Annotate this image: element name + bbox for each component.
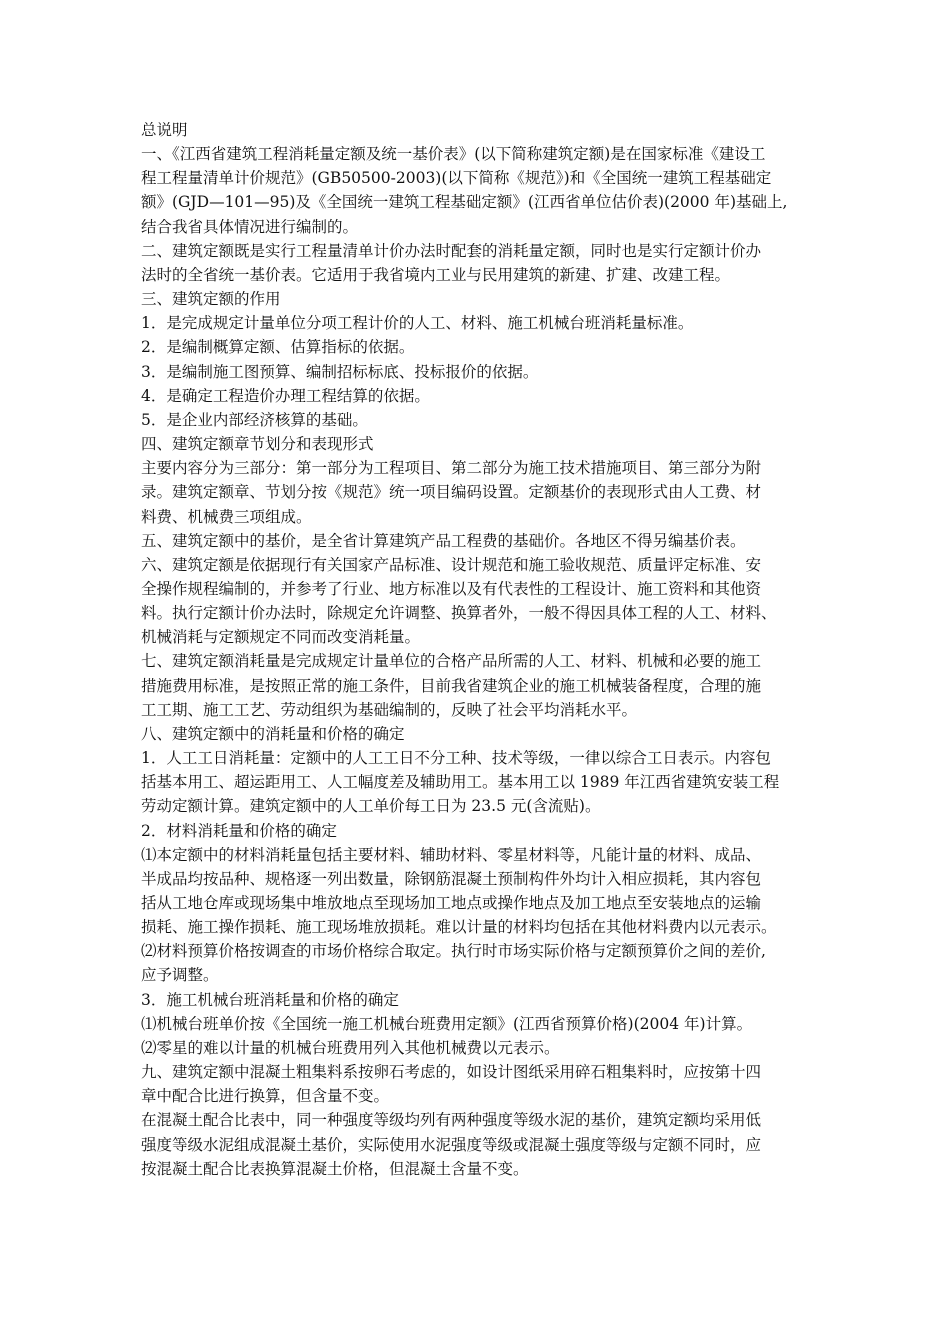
paragraph — [141, 722, 821, 746]
text-line: 工工期、施工工艺、劳动组织为基础编制的，反映了社会平均消耗水平。 — [141, 700, 638, 719]
paragraph — [141, 1036, 821, 1060]
text-line: 括从工地仓库或现场集中堆放地点至现场加工地点或操作地点及加工地点至安装地点的运输 — [141, 894, 762, 912]
text-line: 四、建筑定额章节划分和表现形式 — [141, 435, 374, 454]
text-line: 5．是企业内部经济核算的基础。 — [141, 410, 368, 429]
paragraph — [141, 239, 821, 287]
text-line: 五、建筑定额中的基价，是全省计算建筑产品工程费的基础价。各地区不得另编基价表。 — [141, 531, 746, 550]
text-line: 主要内容分为三部分：第一部分为工程项目、第二部分为施工技术措施项目、第三部分为附 — [141, 459, 762, 478]
paragraph — [141, 432, 821, 456]
text-line: 损耗、施工操作损耗、施工现场堆放损耗。难以计量的材料均包括在其他材料费内以元表示。 — [141, 918, 777, 937]
text-line: 九、建筑定额中混凝土粗集料系按卵石考虑的，如设计图纸采用碎石粗集料时，应按第十四 — [141, 1063, 762, 1082]
paragraph — [141, 384, 821, 408]
text-line: 3．施工机械台班消耗量和价格的确定 — [141, 990, 399, 1009]
paragraph — [141, 819, 821, 843]
text-line: ⑵零星的难以计量的机械台班费用列入其他机械费以元表示。 — [141, 1038, 560, 1057]
text-line: 强度等级水泥组成混凝土基价，实际使用水泥强度等级或混凝土强度等级与定额不同时，应 — [141, 1135, 762, 1154]
text-line: ⑵材料预算价格按调查的市场价格综合取定。执行时市场实际价格与定额预算价之间的差价, — [141, 942, 766, 961]
text-line: 结合我省具体情况进行编制的。 — [141, 217, 359, 236]
text-line: 法时的全省统一基价表。它适用于我省境内工业与民用建筑的新建、扩建、改建工程。 — [141, 265, 731, 284]
text-line: 二、建筑定额既是实行工程量清单计价办法时配套的消耗量定额，同时也是实行定额计价办 — [141, 241, 762, 260]
paragraph — [141, 529, 821, 553]
paragraph — [141, 142, 821, 239]
paragraph — [141, 1060, 821, 1108]
text-line: 六、建筑定额是依据现行有关国家产品标准、设计规范和施工验收规范、质量评定标准、安 — [141, 555, 762, 574]
text-line: 全操作规程编制的，并参考了行业、地方标准以及有代表性的工程设计、施工资料和其他资 — [141, 579, 762, 598]
text-line: 3．是编制施工图预算、编制招标标底、投标报价的依据。 — [141, 362, 539, 381]
paragraph — [141, 843, 821, 940]
text-line: 按混凝土配合比表换算混凝土价格，但混凝土含量不变。 — [141, 1159, 529, 1178]
text-line: 劳动定额计算。建筑定额中的人工单价每工日为 23.5 元(含流贴)。 — [141, 797, 601, 816]
text-line: 4．是确定工程造价办理工程结算的依据。 — [141, 386, 430, 405]
paragraph-list — [141, 142, 821, 1181]
text-line: 应予调整。 — [141, 966, 219, 985]
text-line: 措施费用标准，是按照正常的施工条件，目前我省建筑企业的施工机械装备程度，合理的施 — [141, 676, 762, 695]
paragraph — [141, 287, 821, 311]
paragraph — [141, 746, 821, 818]
text-line: 2．材料消耗量和价格的确定 — [141, 821, 337, 840]
paragraph — [141, 649, 821, 721]
paragraph — [141, 311, 821, 335]
paragraph — [141, 408, 821, 432]
document-title — [141, 118, 821, 142]
text-line: 三、建筑定额的作用 — [141, 290, 281, 309]
text-line: 料。执行定额计价办法时，除规定允许调整、换算者外，一般不得因具体工程的人工、材料、 — [141, 604, 777, 623]
text-line: 括基本用工、超运距用工、人工幅度差及辅助用工。基本用工以 1989 年江西省建筑安装工程 — [141, 773, 780, 792]
paragraph — [141, 335, 821, 359]
paragraph — [141, 1012, 821, 1036]
paragraph — [141, 939, 821, 987]
paragraph — [141, 988, 821, 1012]
text-line: 录。建筑定额章、节划分按《规范》统一项目编码设置。定额基价的表现形式由人工费、材 — [141, 483, 762, 502]
text-line: 机械消耗与定额规定不同而改变消耗量。 — [141, 628, 421, 647]
text-line: 程工程量清单计价规范》(GB50500-2003)(以下简称《规范》)和《全国统一建筑工程基础定 — [141, 169, 772, 188]
text-line: 1．是完成规定计量单位分项工程计价的人工、材料、施工机械台班消耗量标准。 — [141, 314, 694, 333]
paragraph — [141, 456, 821, 528]
text-line: 料费、机械费三项组成。 — [141, 507, 312, 526]
text-line: 一、《江西省建筑工程消耗量定额及统一基价表》(以下简称建筑定额)是在国家标准《建设工 — [141, 145, 766, 164]
text-line: 在混凝土配合比表中，同一种强度等级均列有两种强度等级水泥的基价，建筑定额均采用低 — [141, 1111, 762, 1130]
document-body — [141, 118, 821, 1181]
text-line: 1．人工工日消耗量：定额中的人工工日不分工种、技术等级，一律以综合工日表示。内容包 — [141, 749, 771, 768]
text-line: 额》(GJD—101—95)及《全国统一建筑工程基础定额》(江西省单位估价表)(2000 年)基础上, — [141, 193, 788, 212]
text-line: ⑴本定额中的材料消耗量包括主要材料、辅助材料、零星材料等，凡能计量的材料、成品、 — [141, 845, 762, 864]
paragraph — [141, 553, 821, 650]
text-line: 八、建筑定额中的消耗量和价格的确定 — [141, 724, 405, 743]
paragraph — [141, 1108, 821, 1180]
text-line: 2．是编制概算定额、估算指标的依据。 — [141, 338, 415, 357]
text-line: 半成品均按品种、规格逐一列出数量，除钢筋混凝土预制构件外均计入相应损耗，其内容包 — [141, 869, 762, 888]
text-line: 七、建筑定额消耗量是完成规定计量单位的合格产品所需的人工、材料、机械和必要的施工 — [141, 652, 762, 671]
text-line: ⑴机械台班单价按《全国统一施工机械台班费用定额》(江西省预算价格)(2004 年)计算。 — [141, 1014, 753, 1033]
title-line: 总说明 — [141, 121, 188, 139]
paragraph — [141, 360, 821, 384]
text-line: 章中配合比进行换算，但含量不变。 — [141, 1087, 390, 1106]
